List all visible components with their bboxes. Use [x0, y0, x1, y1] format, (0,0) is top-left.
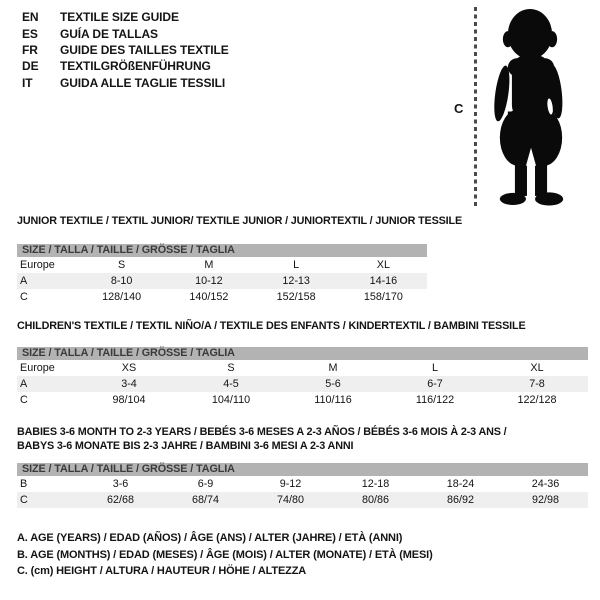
size-cell: S — [118, 258, 126, 271]
size-cell: 122/128 — [517, 393, 557, 406]
row-label: Europe — [20, 258, 55, 271]
language-label: GUÍA DE TALLAS — [60, 26, 158, 41]
language-code: FR — [22, 42, 38, 57]
table-row — [17, 257, 427, 273]
language-label: GUIDE DES TAILLES TEXTILE — [60, 42, 229, 57]
size-cell: 4-5 — [223, 377, 239, 390]
row-label: A — [20, 377, 28, 390]
size-cell: 9-12 — [279, 478, 302, 490]
size-cell: 92/98 — [531, 494, 560, 506]
footnotes — [17, 530, 433, 580]
table-header-bar: SIZE / TALLA / TAILLE / GRÖSSE / TAGLIA — [17, 347, 588, 360]
size-cell: 12-13 — [282, 274, 310, 287]
table-row — [17, 360, 588, 376]
size-table-children — [17, 347, 588, 408]
table-header-bar: SIZE / TALLA / TAILLE / GRÖSSE / TAGLIA — [17, 463, 588, 476]
size-cell: 10-12 — [195, 274, 223, 287]
footnote-line: A. AGE (YEARS) / EDAD (AÑOS) / ÂGE (ANS) / ALTER (JAHRE) / ETÀ (ANNI) — [17, 532, 403, 544]
size-cell: 6-7 — [427, 377, 443, 390]
row-label: C — [20, 494, 28, 506]
language-row — [22, 9, 229, 25]
size-cell: 3-6 — [112, 478, 129, 490]
table-row — [17, 273, 427, 289]
language-code: IT — [22, 75, 33, 90]
size-cell: XS — [121, 361, 137, 374]
table-body — [17, 476, 588, 508]
row-label: A — [20, 274, 28, 287]
size-cell: 12-18 — [361, 478, 390, 490]
size-cell: 5-6 — [325, 377, 341, 390]
section-babies — [17, 426, 588, 508]
size-cell: 158/170 — [363, 290, 403, 303]
table-header-bar: SIZE / TALLA / TAILLE / GRÖSSE / TAGLIA — [17, 244, 427, 257]
language-label: TEXTILE SIZE GUIDE — [60, 10, 179, 25]
size-cell: 3-4 — [121, 377, 137, 390]
table-row — [17, 376, 588, 392]
language-code: DE — [22, 59, 39, 74]
size-cell: XL — [376, 258, 390, 271]
footnote-line: B. AGE (MONTHS) / EDAD (MESES) / ÂGE (MOIS) / ALTER (MONATE) / ETÀ (MESI) — [17, 548, 433, 561]
size-cell: 18-24 — [446, 478, 475, 490]
size-cell: 80/86 — [361, 494, 390, 506]
size-cell: 86/92 — [446, 494, 475, 506]
row-label: C — [20, 290, 28, 303]
table-row — [17, 476, 588, 492]
language-label: GUIDA ALLE TAGLIE TESSILI — [60, 75, 226, 90]
height-measure-line — [474, 7, 477, 208]
size-cell: 104/110 — [211, 393, 251, 406]
section-title: JUNIOR TEXTILE / TEXTIL JUNIOR/ TEXTILE JUNIOR / JUNIORTEXTIL / JUNIOR TESSILE — [17, 215, 463, 227]
size-cell: 6-9 — [197, 478, 214, 490]
size-cell: 8-10 — [110, 274, 133, 287]
size-cell: 74/80 — [276, 494, 305, 506]
table-body — [17, 257, 427, 305]
size-cell: M — [204, 258, 214, 271]
language-list — [22, 9, 229, 91]
size-cell: 68/74 — [191, 494, 220, 506]
size-table-junior — [17, 244, 427, 305]
size-cell: L — [431, 361, 438, 374]
size-cell: 140/152 — [189, 290, 229, 303]
table-row — [17, 289, 427, 305]
section-junior — [17, 215, 462, 305]
language-row — [22, 25, 229, 41]
language-row — [22, 75, 229, 91]
size-cell: 14-16 — [369, 274, 398, 287]
size-cell: 110/116 — [314, 393, 352, 406]
section-children — [17, 320, 588, 408]
table-body — [17, 360, 588, 408]
size-cell: S — [227, 361, 235, 374]
height-measure-label: C — [454, 101, 464, 116]
section-title: CHILDREN'S TEXTILE / TEXTIL NIÑO/A / TEXTILE DES ENFANTS / KINDERTEXTIL / BAMBINI TESSILE — [17, 320, 526, 332]
language-row — [22, 42, 229, 58]
baby-silhouette — [487, 7, 575, 208]
size-cell: M — [328, 361, 338, 374]
size-table-babies — [17, 463, 588, 508]
row-label: B — [20, 478, 28, 490]
size-cell: 116/122 — [415, 393, 455, 406]
footnote-line: C. (cm) HEIGHT / ALTURA / HAUTEUR / HÖHE / ALTEZZA — [17, 565, 307, 578]
language-label: TEXTILGRÖßENFÜHRUNG — [60, 59, 211, 74]
size-cell: L — [293, 258, 300, 271]
language-code: ES — [22, 26, 38, 41]
section-title: BABIES 3-6 MONTH TO 2-3 YEARS / BEBÉS 3-6 MESES A 2-3 AÑOS / BÉBÉS 3-6 MOIS À 2-3 ANS / BABYS 3-6 MONATE BIS 2-3 JAHRE / BAMBINI 3-6 MESI A 2-3 ANNI — [17, 426, 507, 452]
row-label: C — [20, 393, 28, 406]
language-code: EN — [22, 10, 39, 25]
size-cell: 128/140 — [102, 290, 142, 303]
size-cell: 24-36 — [531, 478, 560, 490]
size-cell: 62/68 — [106, 494, 135, 506]
size-cell: 98/104 — [112, 393, 146, 406]
size-cell: XL — [530, 361, 544, 374]
size-cell: 152/158 — [276, 290, 316, 303]
table-row — [17, 392, 588, 408]
table-row — [17, 492, 588, 508]
language-row — [22, 58, 229, 74]
row-label: Europe — [20, 361, 55, 374]
size-cell: 7-8 — [529, 377, 545, 390]
